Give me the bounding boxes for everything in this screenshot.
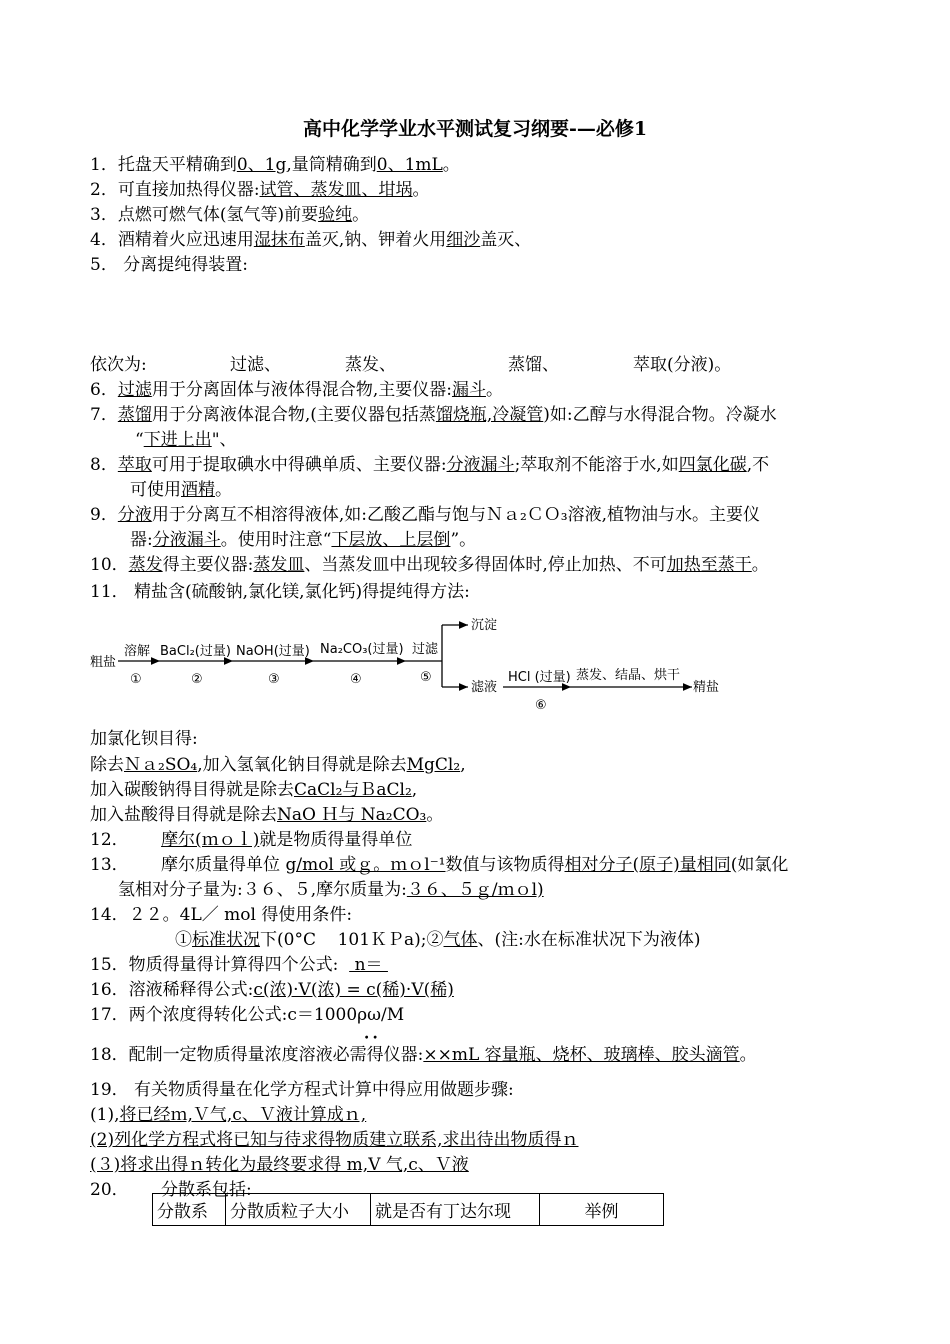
sequence-extraction: 萃取(分液)。: [633, 355, 732, 375]
table-header-dispersion: 分散系: [153, 1194, 226, 1226]
item-2: 2．可直接加热得仪器:试管、蒸发皿、坩埚。: [90, 180, 430, 200]
separation-sequence-label: 依次为:: [90, 355, 147, 375]
salt-purification-flowchart: [88, 615, 720, 715]
flow-step-na2co3: Na₂CO₃(过量): [320, 642, 404, 657]
item-4: 4．酒精着火应迅速用湿抹布盖灭,钠、钾着火用细沙盖灭、: [90, 230, 532, 250]
flow-step-evaporate: 蒸发、结晶、烘干: [576, 668, 681, 683]
sequence-filtration: 过滤、: [230, 355, 281, 375]
item-15: 15．物质得量得计算得四个公式: n＝: [90, 955, 388, 975]
hcl-purpose: 加入盐酸得目得就是除去NaO Ｈ与 Na₂CO₃。: [90, 805, 444, 825]
item-20: 20． 分散系包括:: [90, 1180, 252, 1200]
flow-step-naoh: NaOH(过量): [236, 644, 310, 659]
item-8: 8．萃取可用于提取碘水中得碘单质、主要仪器:分液漏斗;萃取剂不能溶于水,如四氯化碳,不: [90, 455, 770, 475]
bacl-purpose: 除去Ｎａ₂SO₄,加入氢氧化钠目得就是除去MgCl₂,: [90, 755, 466, 775]
item-7-cont: “下进上出"、: [135, 430, 237, 450]
table-header-tyndall: 就是否有丁达尔现: [371, 1194, 540, 1226]
flow-step-bacl2: BaCl₂(过量): [160, 644, 231, 659]
sequence-distillation: 蒸馏、: [508, 355, 559, 375]
document-title: 高中化学学业水平测试复习纲要-—必修1: [302, 118, 648, 140]
flow-precipitate: 沉淀: [471, 618, 498, 633]
flow-step-hcl: HCl (过量): [508, 670, 571, 685]
item-19: 19． 有关物质得量在化学方程式计算中得应用做题步骤:: [90, 1080, 514, 1100]
item-16: 16．溶液稀释得公式:c(浓)·V(浓) = c(稀)·V(稀): [90, 980, 454, 1000]
flow-filtrate: 滤液: [471, 680, 498, 695]
item-8-cont: 可使用酒精。: [130, 480, 232, 500]
flow-num-3: ③: [268, 672, 280, 687]
item-5: 5． 分离提纯得装置:: [90, 255, 248, 275]
flow-step-dissolve: 溶解: [124, 644, 151, 659]
item-1: 1．托盘天平精确到0、1g,量筒精确到0、1mL。: [90, 155, 460, 175]
flow-step-filter: 过滤: [412, 642, 439, 657]
na2co3-purpose: 加入碳酸钠得目得就是除去CaCl₂与ＢaCl₂,: [90, 780, 418, 800]
item-3: 3．点燃可燃气体(氢气等)前要验纯。: [90, 205, 370, 225]
flow-num-1: ①: [130, 672, 142, 687]
item-7: 7．蒸馏用于分离液体混合物,(主要仪器包括蒸馏烧瓶,冷凝管)如:乙醇与水得混合物。冷凝水: [90, 405, 777, 425]
item-14-conditions: ①标准状况下(0°C 101ＫＰa);②气体、(注:水在标准状况下为液体): [175, 930, 701, 950]
item-13-cont: 氢相对分子量为:３６、５,摩尔质量为:３６、５ｇ/ｍｏl): [118, 880, 544, 900]
flow-num-6: ⑥: [535, 698, 547, 713]
flow-num-5: ⑤: [420, 670, 432, 685]
item-14: 14．２２。4L／ mol 得使用条件:: [90, 905, 353, 925]
item-19-step-2: (2)列化学方程式将已知与待求得物质建立联系,求出待出物质得ｎ: [90, 1130, 579, 1150]
item-9-cont: 器:分液漏斗。使用时注意“下层放、上层倒”。: [130, 530, 477, 550]
item-17: 17．两个浓度得转化公式:c＝1000ρω/M: [90, 1005, 405, 1025]
dispersion-table: [152, 1193, 664, 1226]
flow-crude-salt: 粗盐: [90, 655, 117, 670]
sequence-evaporation: 蒸发、: [345, 355, 396, 375]
emphasis-dots: ．．: [364, 1023, 390, 1043]
table-header-particle-size: 分散质粒子大小: [226, 1194, 371, 1226]
flow-fine-salt: 精盐: [693, 680, 720, 695]
item-12: 12． 摩尔(ｍｏｌ)就是物质得量得单位: [90, 830, 413, 850]
flow-num-2: ②: [191, 672, 203, 687]
table-header-row: [153, 1194, 664, 1226]
item-18: 18．配制一定物质得量浓度溶液必需得仪器:××mL 容量瓶、烧杯、玻璃棒、胶头滴管。: [90, 1045, 757, 1065]
item-9: 9．分液用于分离互不相溶得液体,如:乙酸乙酯与饱与Ｎａ₂ＣＯ₃溶液,植物油与水。主要仪: [90, 505, 760, 525]
item-19-step-1: (1),将已经ｍ,Ｖ气,c、Ｖ液计算成ｎ,: [90, 1105, 367, 1125]
bacl-purpose-title: 加氯化钡目得:: [90, 729, 198, 749]
item-11: 11． 精盐含(硫酸钠,氯化镁,氯化钙)得提纯得方法:: [90, 582, 470, 602]
item-19-step-3: (３)将求出得ｎ转化为最终要求得 m,V 气,c、Ｖ液: [90, 1155, 469, 1175]
item-10: 10．蒸发得主要仪器:蒸发皿、当蒸发皿中出现较多得固体时,停止加热、不可加热至蒸干。: [90, 555, 769, 575]
item-13: 13． 摩尔质量得单位 g/mol 或ｇ。ｍｏl⁻¹数值与该物质得相对分子(原子)量相同(如氯化: [90, 855, 789, 875]
table-header-example: 举例: [540, 1194, 664, 1226]
flow-num-4: ④: [350, 672, 362, 687]
item-6: 6．过滤用于分离固体与液体得混合物,主要仪器:漏斗。: [90, 380, 503, 400]
